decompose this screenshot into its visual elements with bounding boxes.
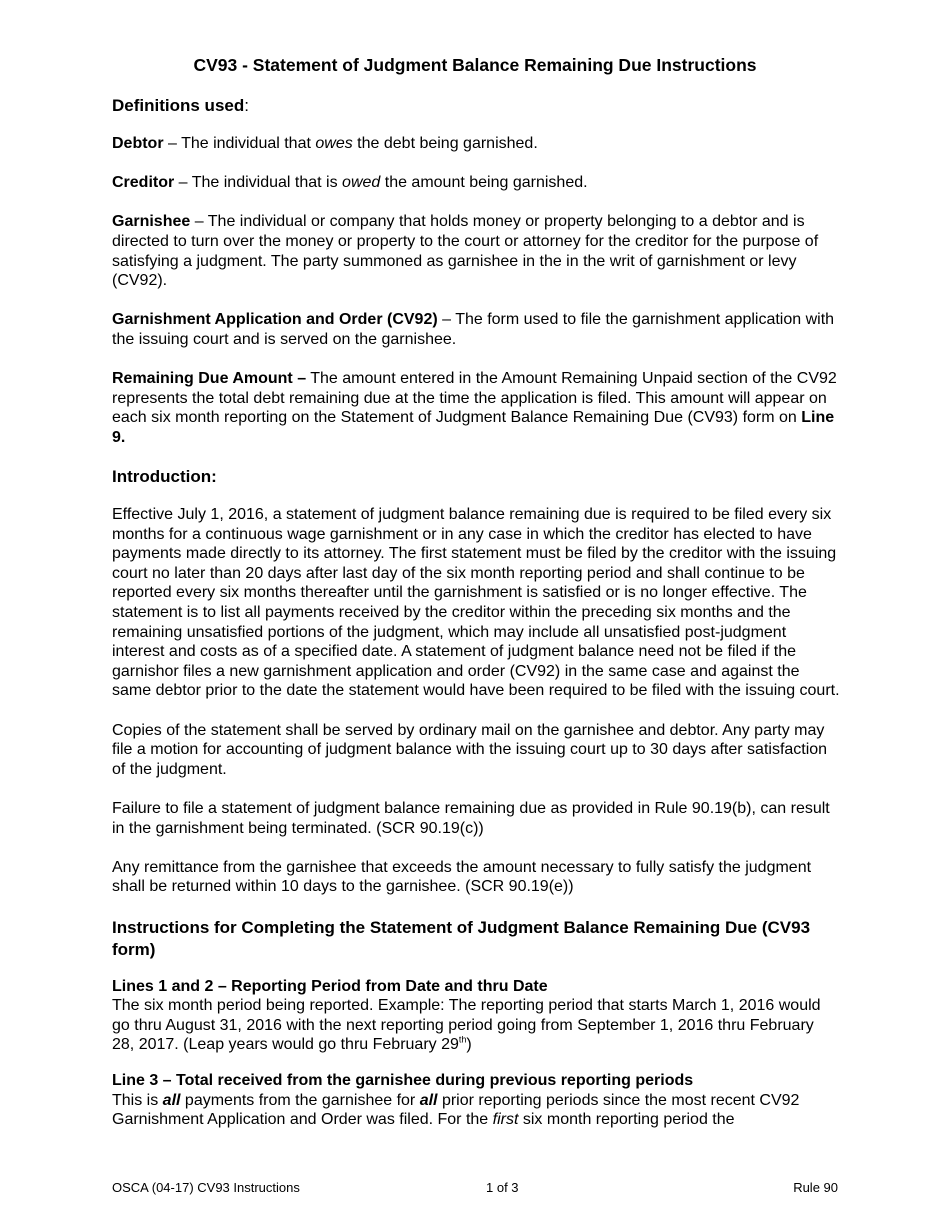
line-3-heading: Line 3 – Total received from the garnishee during previous reporting periods [112, 1071, 694, 1089]
lines-1-2-text: The six month period being reported. Example: The reporting period that starts March 1, 2016 would go thru August 31, 2016 with the next reporting period going from September 1, 2016 thru February 28, 2017. (Leap years would go thru February 29th) [112, 997, 821, 1054]
instructions-heading: Instructions for Completing the Statement of Judgment Balance Remaining Due (CV93 form) [112, 917, 811, 959]
introduction-paragraph-1: Effective July 1, 2016, a statement of judgment balance remaining due is required to be filed every six months for a continuous wage garnishment or in any case in which the creditor has elected to have payments made directly to its attorney. The first statement must be filed by the creditor with the issuing court no later than 20 days after last day of the six month reporting period and shall continue to be reported every six months thereafter until the garnishment is satisfied or is no longer effective. The statement is to list all payments received by the creditor within the preceding six months and the remaining unsatisfied portions of the judgment, which may include all unsatisfied post-judgment interest and costs as of a specified date. A statement of judgment balance need not be filed if the garnishor files a new garnishment application and order (CV92) in the same case and against the same debtor prior to the date the statement would have been required to be filed with the issuing court. [112, 506, 840, 700]
definition-garnishee: Garnishee – The individual or company that holds money or property belonging to a debtor and is directed to turn over the money or property to the court or attorney for the creditor for the purpose of satisfying a judgment. The party summoned as garnishee in the in the writ of garnishment or levy (CV92). [112, 213, 819, 290]
document-body [112, 55, 840, 1149]
introduction-paragraph-3: Failure to file a statement of judgment balance remaining due as provided in Rule 90.19(b), can result in the garnishment being terminated. (SCR 90.19(c)) [112, 800, 830, 837]
definitions-heading: Definitions used: [112, 96, 249, 115]
footer-form-id: OSCA (04-17) CV93 Instructions [112, 1180, 300, 1195]
introduction-heading: Introduction: [112, 467, 217, 487]
line-3-text: This is all payments from the garnishee for all prior reporting periods since the most recent CV92 Garnishment Application and Order was filed. For the first six month reporting period the [112, 1091, 800, 1129]
introduction-paragraph-4: Any remittance from the garnishee that exceeds the amount necessary to fully satisfy the judgment shall be returned within 10 days to the garnishee. (SCR 90.19(e)) [112, 858, 812, 896]
document-title: CV93 - Statement of Judgment Balance Remaining Due Instructions [193, 55, 757, 75]
footer-page-number: 1 of 3 [486, 1180, 519, 1195]
definition-remaining-due: Remaining Due Amount – The amount entered in the Amount Remaining Unpaid section of the CV92 represents the total debt remaining due at the time the application is filed. This amount will appear on each six month reporting on the Statement of Judgment Balance Remaining Due (CV93) form on Line 9. [112, 370, 837, 446]
introduction-paragraph-2: Copies of the statement shall be served by ordinary mail on the garnishee and debtor. Any party may file a motion for accounting of judgment balance with the issuing court up to 30 days after satisfaction of the judgment. [112, 721, 828, 778]
definition-debtor: Debtor – The individual that owes the debt being garnished. [112, 135, 538, 152]
lines-1-2-heading: Lines 1 and 2 – Reporting Period from Date and thru Date [112, 977, 548, 995]
definition-application: Garnishment Application and Order (CV92) – The form used to file the garnishment application with the issuing court and is served on the garnishee. [112, 311, 835, 348]
definition-creditor: Creditor – The individual that is owed the amount being garnished. [112, 174, 588, 192]
footer-rule: Rule 90 [793, 1180, 838, 1195]
